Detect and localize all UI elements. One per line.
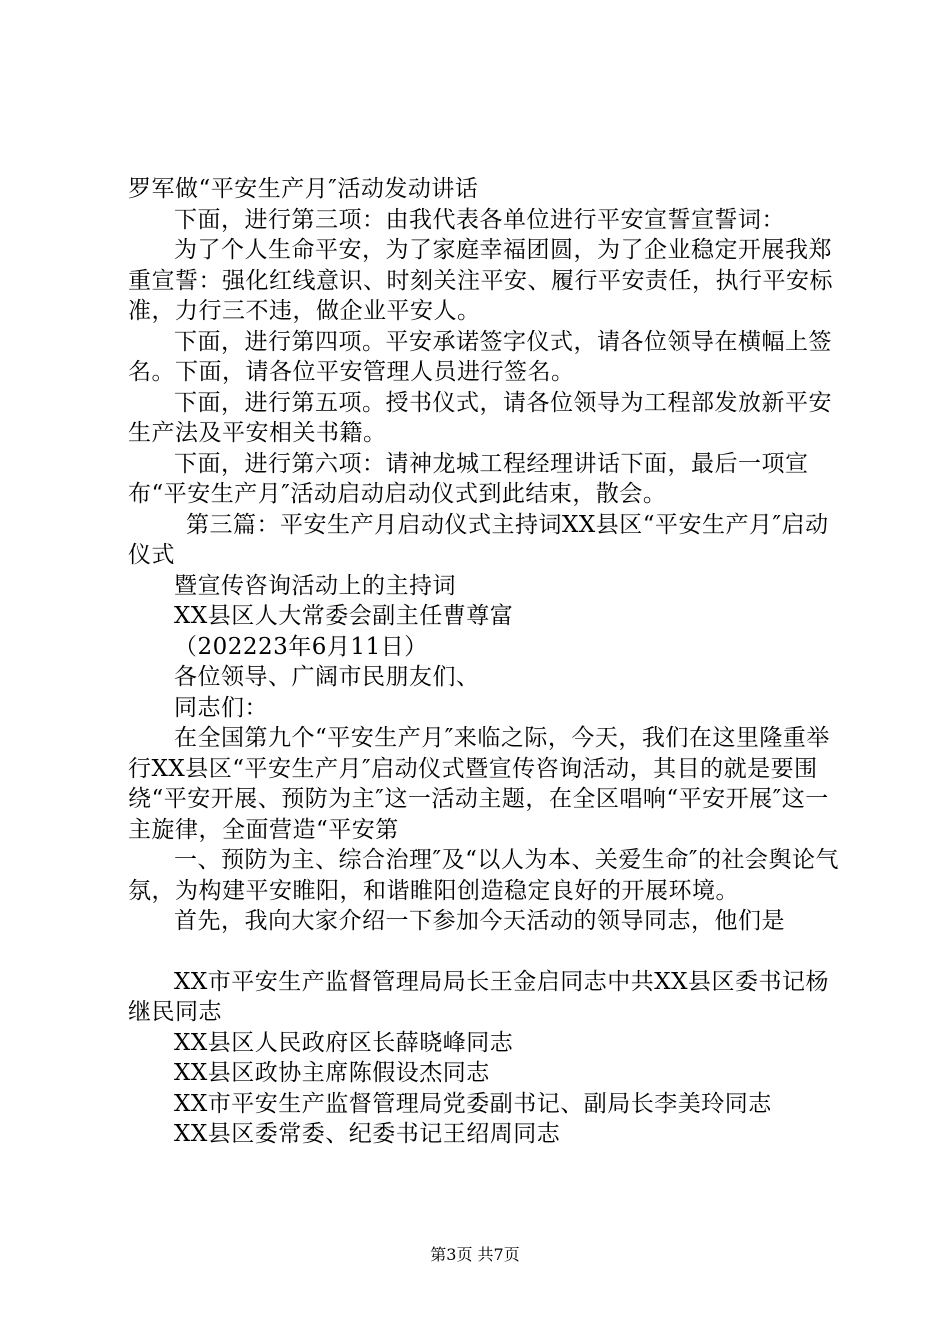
paragraph-speech-title: 罗军做“平安生产月″活动发动讲话 <box>128 176 479 202</box>
paragraph-item-three: 下面，进行第三项：由我代表各单位进行平安宣誓宣誓词： <box>174 206 785 233</box>
paragraph-prevention: 一、预防为主、综合治理″及“以人为本、关爱生命″的社会舆论气氛，为构建平安睢阳，和谐睢阳创造稳定良好的开展环境。 <box>128 847 839 904</box>
paragraph-item-five: 下面，进行第五项。授书仪式，请各位领导为工程部发放新平安生产法及平安相关书籍。 <box>128 389 832 446</box>
paragraph-leader-3: XX县区政协主席陈假设杰同志 <box>174 1060 490 1086</box>
paragraph-oath: 为了个人生命平安，为了家庭幸福团圆，为了企业稳定开展我郑重宣誓：强化红线意识、时刻关注平安、履行平安责任，执行平安标准，力行三不违，做企业平安人。 <box>128 237 833 324</box>
paragraph-host-name: XX县区人大常委会副主任曹尊富 <box>174 603 514 629</box>
paragraph-part-three-heading: 第三篇：平安生产月启动仪式主持词XX县区“平安生产月″启动仪式 <box>128 511 829 568</box>
paragraph-leader-4: XX市平安生产监督管理局党委副书记、副局长李美玲同志 <box>174 1090 772 1117</box>
paragraph-introduction: 首先，我向大家介绍一下参加今天活动的领导同志，他们是 <box>174 908 785 934</box>
document-body <box>128 174 848 1150</box>
paragraph-leader-5: XX县区委常委、纪委书记王绍周同志 <box>174 1121 561 1147</box>
paragraph-greeting-comrades: 同志们： <box>174 694 268 721</box>
paragraph-item-four: 下面，进行第四项。平安承诺签字仪式，请各位领导在横幅上签名。下面，请各位平安管理人员进行签名。 <box>128 328 832 385</box>
paragraph-leader-2: XX县区人民政府区长薛晓峰同志 <box>174 1029 514 1056</box>
paragraph-greeting: 各位领导、广阔市民朋友们、 <box>174 664 480 690</box>
paragraph-leader-1: XX市平安生产监督管理局局长王金启同志中共XX县区委书记杨继民同志 <box>128 968 829 1025</box>
page-footer: 第3页 共7页 <box>430 1245 520 1264</box>
paragraph-item-six: 下面，进行第六项：请神龙城工程经理讲话下面，最后一项宣布“平安生产月″活动启动启动仪式到此结束，散会。 <box>128 450 809 507</box>
paragraph-date: （202223年6月11日） <box>174 633 428 660</box>
paragraph-opening: 在全国第九个“平安生产月″来临之际，今天，我们在这里隆重举行XX县区“平安生产月″启动仪式暨宣传咨询活动，其目的就是要围绕“平安开展、预防为主″这一活动主题，在全区唱响“平安开展″这一主旋律，全面营造“平安第 <box>128 725 830 843</box>
paragraph-subtitle: 暨宣传咨询活动上的主持词 <box>174 572 456 599</box>
